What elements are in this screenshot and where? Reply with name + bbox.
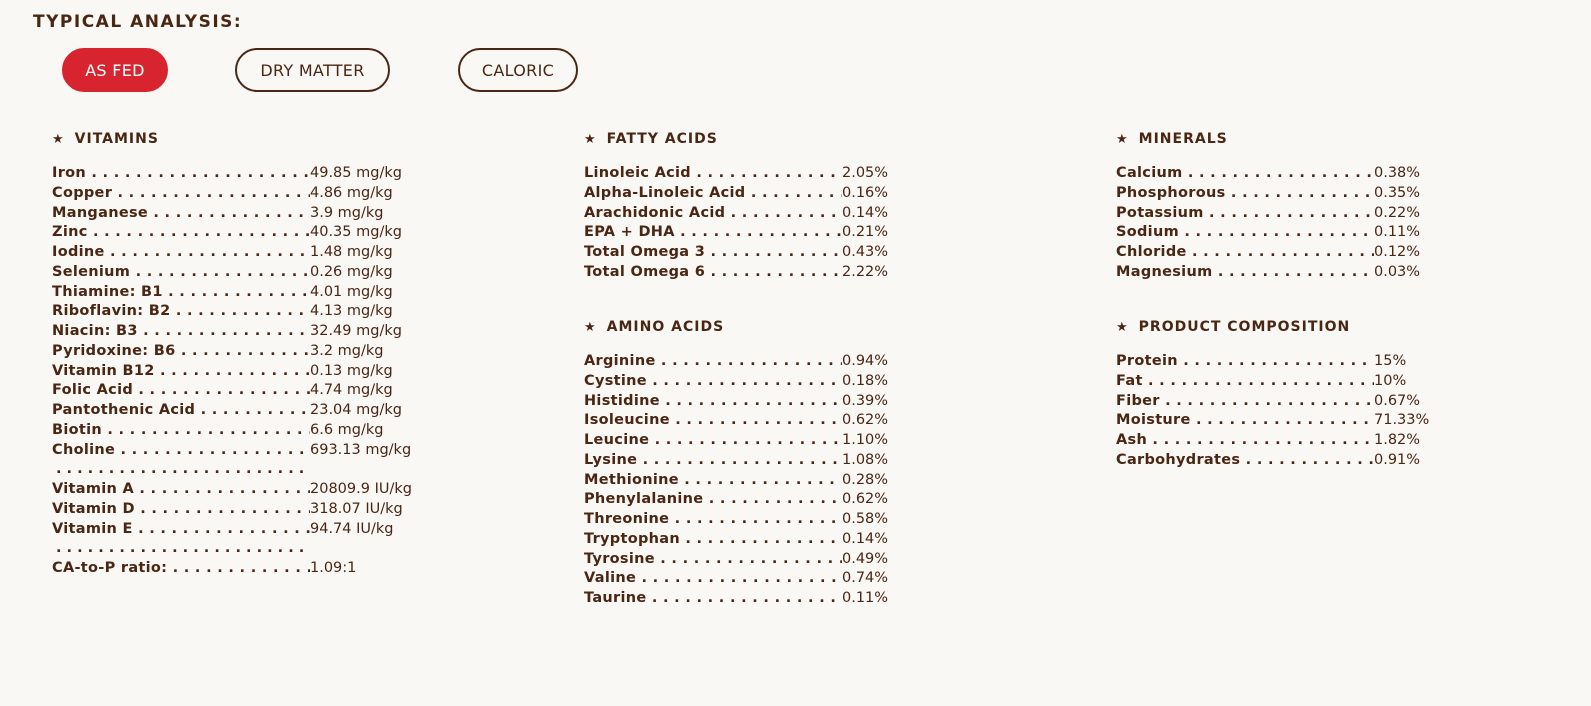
nutrient-row [52, 165, 412, 185]
nutrient-value: 0.49% [842, 550, 889, 567]
nutrient-value: 0.18% [842, 372, 889, 389]
fatty-acids-list [584, 165, 888, 284]
nutrient-value: 0.16% [842, 184, 889, 201]
nutrient-row [1116, 373, 1429, 393]
nutrient-value: 1.82% [1374, 432, 1421, 448]
nutrient-label: Vitamin D . . . [52, 501, 310, 517]
nutrient-value: 0.11% [1374, 224, 1421, 241]
nutrient-value: 0.11% [842, 590, 889, 606]
nutrient-row [52, 442, 412, 462]
nutrient-value: 0.58% [842, 511, 889, 527]
nutrient-row [584, 205, 888, 225]
page-title: TYPICAL ANALYSIS: [33, 12, 243, 32]
nutrient-row [52, 481, 412, 501]
nutrient-label: Moisture . . . [1116, 412, 1374, 428]
product-composition-section [1116, 317, 1429, 472]
nutrient-row [1116, 205, 1420, 225]
nutrient-label: Iodine . . . [52, 244, 310, 260]
nutrient-row [1116, 412, 1429, 432]
nutrient-value: 1.08% [842, 451, 889, 468]
nutrient-value: 0.91% [1374, 451, 1421, 468]
nutrient-label: Valine . . . [584, 570, 842, 586]
nutrient-label: Cystine . . . [584, 373, 842, 389]
nutrient-label: Potassium . . . [1116, 205, 1374, 221]
nutrient-value: 10% [1374, 372, 1407, 389]
nutrient-row [52, 224, 412, 244]
vitamins-heading-label: VITAMINS [74, 131, 159, 147]
nutrient-value: 0.35% [1374, 184, 1421, 201]
nutrient-label: Threonine . . . [584, 511, 842, 527]
nutrient-value: 0.03% [1374, 263, 1421, 280]
minerals-heading-label: MINERALS [1138, 131, 1228, 147]
nutrient-row [584, 393, 888, 413]
nutrient-value: 3.9 mg/kg [310, 204, 384, 221]
nutrient-value: 0.21% [842, 224, 889, 241]
nutrient-row [1116, 224, 1420, 244]
nutrient-row [52, 244, 412, 264]
nutrient-value: 0.26 mg/kg [310, 263, 393, 280]
vitamins-list-2 [52, 481, 412, 540]
nutrient-label: Tyrosine . . . [584, 551, 842, 567]
nutrient-label: Sodium . . . [1116, 224, 1374, 240]
nutrient-value: 0.94% [842, 353, 889, 369]
vitamins-heading [52, 129, 412, 149]
nutrient-row [52, 323, 412, 343]
nutrient-label: Isoleucine . . . [584, 412, 842, 428]
nutrient-label: Biotin . . . [52, 422, 310, 438]
nutrient-label: Vitamin B12 . . . [52, 363, 310, 379]
nutrient-row [584, 570, 888, 590]
nutrient-row [584, 511, 888, 531]
nutrient-value: 0.12% [1374, 244, 1421, 260]
ratio-list [52, 560, 412, 580]
nutrient-label: Choline . . . [52, 442, 310, 458]
nutrient-label: Phosphorous . . . [1116, 185, 1374, 201]
nutrient-label: Pyridoxine: B6 . . . [52, 343, 310, 359]
nutrient-value: 20809.9 IU/kg [310, 481, 412, 497]
product-composition-heading-label: PRODUCT COMPOSITION [1138, 319, 1351, 335]
nutrient-label: Histidine . . . [584, 393, 842, 409]
nutrient-label: Methionine . . . [584, 472, 842, 488]
nutrient-label: Zinc . . . [52, 224, 310, 240]
nutrient-value: 6.6 mg/kg [310, 421, 384, 438]
nutrient-value: 693.13 mg/kg [310, 441, 412, 458]
nutrient-row [52, 205, 412, 225]
amino-acids-heading [584, 317, 888, 337]
nutrient-label: Iron . . . [52, 165, 310, 181]
nutrient-row [584, 432, 888, 452]
nutrient-row [1116, 393, 1429, 413]
nutrient-row [1116, 244, 1420, 264]
nutrient-value: 0.74% [842, 570, 889, 587]
nutrient-label: Chloride . . . [1116, 244, 1374, 260]
nutrient-label: EPA + DHA . . . [584, 224, 842, 240]
nutrient-label: Linoleic Acid . . . [584, 165, 842, 181]
nutrient-row [1116, 185, 1420, 205]
nutrient-label: Phenylalanine . . . [584, 491, 842, 507]
nutrient-value: 1.09:1 [310, 560, 357, 576]
nutrient-row [1116, 353, 1429, 373]
nutrient-label: Magnesium . . . [1116, 264, 1374, 280]
fatty-acids-heading-label: FATTY ACIDS [606, 131, 718, 147]
nutrient-row [584, 551, 888, 571]
nutrient-label: Selenium . . . [52, 264, 310, 280]
amino-acids-heading-label: AMINO ACIDS [606, 319, 725, 335]
nutrient-label: Protein . . . [1116, 353, 1374, 369]
nutrient-value: 4.13 mg/kg [310, 303, 393, 320]
nutrient-value: 3.2 mg/kg [310, 342, 384, 359]
nutrient-value: 49.85 mg/kg [310, 165, 402, 181]
nutrient-row [52, 560, 412, 580]
nutrient-value: 1.48 mg/kg [310, 244, 393, 260]
nutrient-row [52, 343, 412, 363]
nutrient-label: Ash . . . [1116, 432, 1374, 448]
nutrient-value: 0.62% [842, 491, 889, 508]
tab-dry-matter[interactable]: DRY MATTER [235, 48, 390, 92]
nutrient-row [52, 185, 412, 205]
nutrient-label: Riboflavin: B2 . . . [52, 303, 310, 319]
nutrient-row [52, 303, 412, 323]
nutrient-value: 4.74 mg/kg [310, 382, 393, 399]
dotted-divider [52, 461, 310, 481]
nutrient-row [1116, 264, 1420, 284]
nutrient-value: 2.05% [842, 165, 889, 181]
nutrient-label: Copper . . . [52, 185, 310, 201]
nutrient-row [584, 373, 888, 393]
minerals-section [1116, 129, 1420, 284]
product-composition-heading [1116, 317, 1429, 337]
minerals-list [1116, 165, 1420, 284]
nutrient-label: Total Omega 3 . . . [584, 244, 842, 260]
star-icon: ★ [1116, 319, 1129, 335]
nutrient-value: 4.86 mg/kg [310, 184, 393, 201]
nutrient-row [1116, 452, 1429, 472]
nutrient-row [52, 521, 412, 541]
nutrient-value: 71.33% [1374, 412, 1430, 429]
nutrient-value: 32.49 mg/kg [310, 323, 402, 339]
nutrient-value: 0.39% [842, 392, 889, 409]
nutrient-row [584, 491, 888, 511]
nutrient-row [52, 284, 412, 304]
nutrient-row [584, 165, 888, 185]
nutrient-row [584, 244, 888, 264]
minerals-heading [1116, 129, 1420, 149]
nutrient-label: Carbohydrates . . . [1116, 452, 1374, 468]
nutrient-value: 23.04 mg/kg [310, 402, 402, 418]
nutrient-label: Tryptophan . . . [584, 531, 842, 547]
nutrient-row [52, 264, 412, 284]
nutrient-label: Manganese . . . [52, 205, 310, 221]
nutrient-label: Arginine . . . [584, 353, 842, 369]
nutrient-row [52, 363, 412, 383]
nutrient-label: Thiamine: B1 . . . [52, 284, 310, 300]
nutrient-label: Fat . . . [1116, 373, 1374, 389]
nutrient-row [584, 531, 888, 551]
nutrient-row [1116, 432, 1429, 452]
nutrient-row [584, 224, 888, 244]
nutrient-row [584, 412, 888, 432]
amino-acids-list [584, 353, 888, 610]
tab-as-fed[interactable]: AS FED [62, 48, 168, 92]
star-icon: ★ [1116, 131, 1129, 147]
product-composition-list [1116, 353, 1429, 472]
nutrient-label: Leucine . . . [584, 432, 842, 448]
nutrient-value: 4.01 mg/kg [310, 283, 393, 300]
tab-caloric[interactable]: CALORIC [458, 48, 578, 92]
nutrient-row [52, 382, 412, 402]
nutrient-row [1116, 165, 1420, 185]
nutrient-value: 0.43% [842, 244, 889, 260]
nutrient-label: Pantothenic Acid . . . [52, 402, 310, 418]
nutrient-label: Vitamin A . . . [52, 481, 310, 497]
amino-acids-section [584, 317, 888, 610]
nutrient-row [584, 472, 888, 492]
nutrient-value: 318.07 IU/kg [310, 500, 403, 517]
star-icon: ★ [52, 131, 65, 147]
nutrient-label: Total Omega 6 . . . [584, 264, 842, 280]
dotted-divider [52, 540, 310, 560]
nutrient-row [584, 185, 888, 205]
nutrient-row [584, 590, 888, 610]
fatty-acids-heading [584, 129, 888, 149]
nutrient-value: 0.13 mg/kg [310, 362, 393, 379]
nutrient-value: 0.28% [842, 471, 889, 488]
nutrient-label: Arachidonic Acid . . . [584, 205, 842, 221]
fatty-acids-section [584, 129, 888, 284]
nutrient-row [52, 402, 412, 422]
nutrient-label: Vitamin E . . . [52, 521, 310, 537]
nutrient-value: 0.38% [1374, 165, 1421, 181]
nutrient-row [52, 422, 412, 442]
star-icon: ★ [584, 319, 597, 335]
nutrient-value: 0.14% [842, 204, 889, 221]
star-icon: ★ [584, 131, 597, 147]
nutrient-row [584, 452, 888, 472]
nutrient-value: 0.67% [1374, 392, 1421, 409]
nutrient-label: Alpha-Linoleic Acid . . . [584, 185, 842, 201]
nutrient-row [52, 501, 412, 521]
nutrient-row [584, 353, 888, 373]
nutrient-label: Folic Acid . . . [52, 382, 310, 398]
nutrient-label: CA-to-P ratio: . . . [52, 560, 310, 576]
nutrient-row [584, 264, 888, 284]
nutrient-value: 1.10% [842, 432, 889, 448]
nutrient-value: 0.62% [842, 412, 889, 429]
nutrient-value: 0.14% [842, 530, 889, 547]
nutrient-value: 15% [1374, 353, 1407, 369]
vitamins-list [52, 165, 412, 461]
nutrient-label: Lysine . . . [584, 452, 842, 468]
nutrient-value: 40.35 mg/kg [310, 224, 402, 241]
nutrient-value: 94.74 IU/kg [310, 520, 394, 537]
nutrient-value: 0.22% [1374, 204, 1421, 221]
nutrient-label: Taurine . . . [584, 590, 842, 606]
vitamins-section [52, 129, 412, 580]
nutrient-label: Fiber . . . [1116, 393, 1374, 409]
nutrient-label: Niacin: B3 . . . [52, 323, 310, 339]
nutrient-label: Calcium . . . [1116, 165, 1374, 181]
nutrient-value: 2.22% [842, 263, 889, 280]
